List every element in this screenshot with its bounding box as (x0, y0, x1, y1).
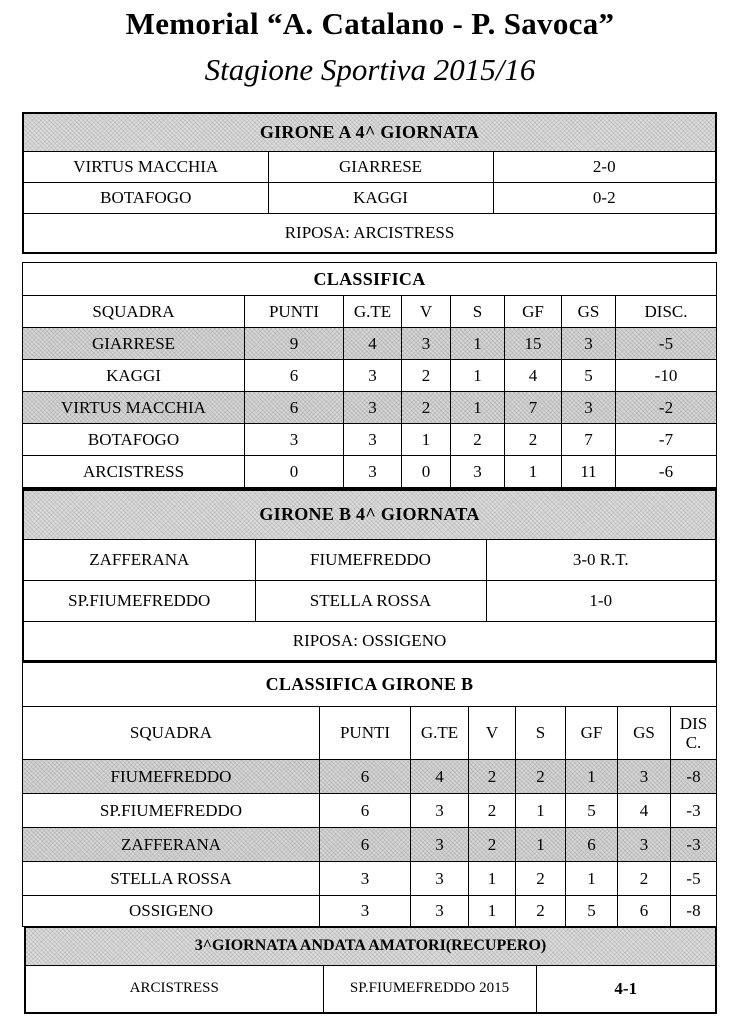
cell-value: 3 (344, 424, 402, 456)
home-team: BOTAFOGO (23, 182, 268, 213)
cell-value: 2 (505, 424, 562, 456)
cell-value: 4 (505, 360, 562, 392)
cell-value: 15 (505, 328, 562, 360)
table-header-row (23, 707, 717, 760)
cell-value: 3 (618, 760, 671, 794)
team-name: ARCISTRESS (23, 456, 245, 488)
col-header: SQUADRA (23, 296, 245, 328)
classifica-a (22, 262, 717, 488)
cell-value: 1 (566, 760, 618, 794)
col-header: V (402, 296, 451, 328)
home-team: SP.FIUMEFREDDO (23, 580, 255, 621)
col-header: V (469, 707, 516, 760)
home-team: ZAFFERANA (23, 539, 255, 580)
cell-value: 6 (320, 760, 411, 794)
cell-value: 2 (469, 760, 516, 794)
team-name: KAGGI (23, 360, 245, 392)
cell-value: 3 (344, 360, 402, 392)
match-score: 2-0 (493, 151, 716, 182)
team-name: FIUMEFREDDO (23, 760, 320, 794)
cell-value: 3 (320, 862, 411, 896)
table-row (23, 896, 717, 927)
cell-value: 6 (245, 360, 344, 392)
cell-value: -7 (616, 424, 717, 456)
team-name: STELLA ROSSA (23, 862, 320, 896)
cell-value: 3 (402, 328, 451, 360)
cell-value: -10 (616, 360, 717, 392)
cell-value: 1 (505, 456, 562, 488)
cell-value: 1 (516, 794, 566, 828)
cell-value: 1 (402, 424, 451, 456)
col-header: G.TE (344, 296, 402, 328)
cell-value: 6 (618, 896, 671, 927)
col-header: GS (618, 707, 671, 760)
cell-value: 1 (451, 360, 505, 392)
cell-value: 5 (562, 360, 616, 392)
cell-value: 6 (320, 828, 411, 862)
cell-value: -6 (616, 456, 717, 488)
col-header: GF (505, 296, 562, 328)
cell-value: 3 (411, 828, 469, 862)
home-team: VIRTUS MACCHIA (23, 151, 268, 182)
amatori-block (24, 926, 717, 1014)
cell-value: 4 (344, 328, 402, 360)
col-header: SQUADRA (23, 707, 320, 760)
cell-value: -2 (616, 392, 717, 424)
cell-value: 3 (344, 392, 402, 424)
table-row (23, 862, 717, 896)
classifica-a-title: CLASSIFICA (23, 263, 717, 296)
cell-value: 1 (451, 328, 505, 360)
table-row (23, 328, 717, 360)
home-team: ARCISTRESS (25, 965, 323, 1013)
cell-value: 4 (618, 794, 671, 828)
cell-value: 11 (562, 456, 616, 488)
match-row (23, 151, 716, 182)
cell-value: 3 (411, 862, 469, 896)
cell-value: 3 (320, 896, 411, 927)
cell-value: 2 (618, 862, 671, 896)
cell-value: 6 (566, 828, 618, 862)
cell-value: 2 (516, 862, 566, 896)
col-header: PUNTI (320, 707, 411, 760)
cell-value: 7 (505, 392, 562, 424)
match-score: 4-1 (536, 965, 716, 1013)
cell-value: 3 (245, 424, 344, 456)
cell-value: 4 (411, 760, 469, 794)
table-row (23, 424, 717, 456)
table-row (23, 794, 717, 828)
table-row (23, 456, 717, 488)
cell-value: 2 (469, 794, 516, 828)
girone-b-results (22, 487, 717, 662)
cell-value: 1 (469, 896, 516, 927)
girone-a-results (22, 112, 717, 254)
cell-value: 1 (451, 392, 505, 424)
match-row (23, 182, 716, 213)
classifica-b-title: CLASSIFICA GIRONE B (23, 663, 717, 707)
table-header-row (23, 296, 717, 328)
cell-value: 3 (344, 456, 402, 488)
col-header: PUNTI (245, 296, 344, 328)
team-name: BOTAFOGO (23, 424, 245, 456)
rest-team: RIPOSA: OSSIGENO (23, 621, 716, 661)
girone-b-title: GIRONE B 4^ GIORNATA (23, 489, 716, 539)
cell-value: 6 (245, 392, 344, 424)
match-row (23, 580, 716, 621)
table-row (23, 828, 717, 862)
cell-value: 3 (562, 392, 616, 424)
team-name: OSSIGENO (23, 896, 320, 927)
away-team: KAGGI (268, 182, 493, 213)
match-score: 1-0 (486, 580, 716, 621)
away-team: GIARRESE (268, 151, 493, 182)
match-row (25, 965, 716, 1013)
cell-value: 2 (516, 760, 566, 794)
cell-value: 5 (566, 794, 618, 828)
cell-value: -8 (671, 896, 717, 927)
disc-line-1: DIS (679, 714, 708, 733)
match-row (23, 539, 716, 580)
girone-a-title: GIRONE A 4^ GIORNATA (23, 113, 716, 151)
cell-value: 1 (566, 862, 618, 896)
classifica-b (22, 662, 717, 927)
away-team: FIUMEFREDDO (255, 539, 486, 580)
cell-value: 3 (618, 828, 671, 862)
col-header: S (451, 296, 505, 328)
col-header: DISC. (616, 296, 717, 328)
col-header-disc (671, 707, 717, 760)
match-score: 3-0 R.T. (486, 539, 716, 580)
table-row (23, 360, 717, 392)
cell-value: 3 (451, 456, 505, 488)
cell-value: 5 (566, 896, 618, 927)
cell-value: -8 (671, 760, 717, 794)
page-title: Memorial “A. Catalano - P. Savoca” (125, 6, 615, 41)
cell-value: 0 (402, 456, 451, 488)
match-score: 0-2 (493, 182, 716, 213)
cell-value: 6 (320, 794, 411, 828)
team-name: VIRTUS MACCHIA (23, 392, 245, 424)
cell-value: 7 (562, 424, 616, 456)
cell-value: 3 (411, 794, 469, 828)
cell-value: 2 (451, 424, 505, 456)
table-row (23, 760, 717, 794)
disc-line-2: C. (685, 733, 702, 752)
col-header: S (516, 707, 566, 760)
cell-value: -5 (671, 862, 717, 896)
team-name: ZAFFERANA (23, 828, 320, 862)
rest-team: RIPOSA: ARCISTRESS (23, 213, 716, 253)
team-name: SP.FIUMEFREDDO (23, 794, 320, 828)
away-team: STELLA ROSSA (255, 580, 486, 621)
cell-value: 3 (562, 328, 616, 360)
cell-value: -5 (616, 328, 717, 360)
cell-value: 1 (516, 828, 566, 862)
team-name: GIARRESE (23, 328, 245, 360)
cell-value: -3 (671, 794, 717, 828)
cell-value: 3 (411, 896, 469, 927)
cell-value: 1 (469, 862, 516, 896)
cell-value: 2 (516, 896, 566, 927)
col-header: GF (566, 707, 618, 760)
cell-value: 2 (402, 360, 451, 392)
col-header: GS (562, 296, 616, 328)
cell-value: 9 (245, 328, 344, 360)
cell-value: 0 (245, 456, 344, 488)
col-header: G.TE (411, 707, 469, 760)
cell-value: 2 (402, 392, 451, 424)
away-team: SP.FIUMEFREDDO 2015 (323, 965, 536, 1013)
amatori-title: 3^GIORNATA ANDATA AMATORI(RECUPERO) (25, 927, 716, 965)
table-row (23, 392, 717, 424)
season-subtitle: Stagione Sportiva 2015/16 (204, 52, 536, 87)
cell-value: -3 (671, 828, 717, 862)
cell-value: 2 (469, 828, 516, 862)
